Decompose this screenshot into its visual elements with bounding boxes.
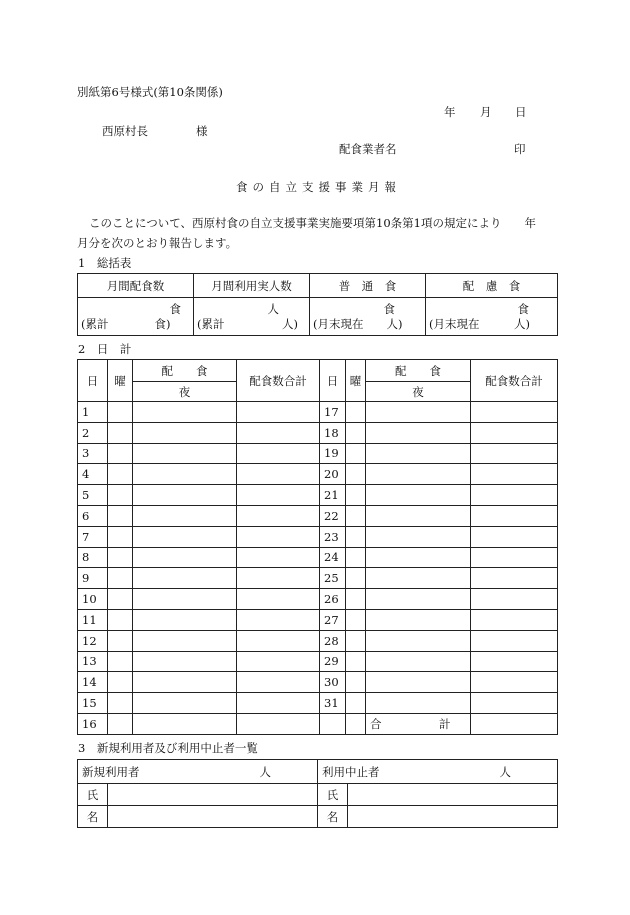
meal-total-cell[interactable] (471, 505, 558, 526)
stopped-user-name-cell[interactable] (348, 784, 558, 806)
weekday-cell[interactable] (108, 672, 133, 693)
meal-total-cell[interactable] (237, 651, 320, 672)
col-day-header: 日 (78, 360, 108, 402)
summary-header: 普 通 食 (310, 274, 426, 298)
evening-meal-cell[interactable] (133, 672, 237, 693)
day-number: 29 (320, 651, 346, 672)
weekday-cell[interactable] (108, 505, 133, 526)
col-meal-header: 配 食 (366, 360, 471, 382)
day-number: 15 (78, 693, 108, 714)
weekday-cell[interactable] (346, 609, 366, 630)
col-evening-header: 夜 (366, 382, 471, 402)
day-number: 23 (320, 526, 346, 547)
weekday-cell[interactable] (346, 422, 366, 443)
weekday-cell[interactable] (108, 713, 133, 734)
day-number: 4 (78, 464, 108, 485)
honorific: 様 (196, 124, 208, 138)
day-number: 6 (78, 505, 108, 526)
weekday-cell[interactable] (108, 422, 133, 443)
day-number: 27 (320, 609, 346, 630)
summary-cell[interactable] (194, 298, 310, 336)
day-number: 9 (78, 568, 108, 589)
day-number: 26 (320, 589, 346, 610)
vendor-label: 配食業者名 (339, 142, 397, 156)
day-number: 2 (78, 422, 108, 443)
weekday-cell[interactable] (108, 485, 133, 506)
new-users-label: 新規利用者 (82, 765, 140, 779)
evening-meal-cell[interactable] (133, 526, 237, 547)
evening-meal-cell[interactable] (366, 589, 471, 610)
meal-total-cell[interactable] (471, 443, 558, 464)
evening-meal-cell[interactable] (133, 505, 237, 526)
day-number: 20 (320, 464, 346, 485)
evening-meal-cell[interactable] (133, 713, 237, 734)
table-row (78, 630, 558, 651)
summary-cell[interactable] (78, 298, 194, 336)
table-row (78, 422, 558, 443)
meal-total-cell[interactable] (237, 630, 320, 651)
users-section-title: 3 新規利用者及び利用中止者一覧 (78, 741, 258, 755)
weekday-cell[interactable] (108, 630, 133, 651)
col-weekday-header: 曜 (346, 360, 366, 402)
evening-meal-cell[interactable] (133, 693, 237, 714)
intro-line-2: 月分を次のとおり報告します。 (77, 236, 238, 250)
evening-meal-cell[interactable] (133, 485, 237, 506)
meal-total-cell[interactable] (237, 568, 320, 589)
meal-total-cell[interactable] (237, 713, 320, 734)
table-row (78, 505, 558, 526)
meal-total-cell[interactable] (471, 464, 558, 485)
evening-meal-cell[interactable] (366, 464, 471, 485)
form-id: 別紙第6号様式(第10条関係) (77, 85, 223, 99)
table-row (78, 651, 558, 672)
new-users-unit: 人 (259, 765, 271, 779)
day-number: 11 (78, 609, 108, 630)
table-row (78, 672, 558, 693)
table-row (78, 485, 558, 506)
meal-total-cell[interactable] (471, 485, 558, 506)
meal-total-cell[interactable] (471, 402, 558, 423)
empty-weekday-cell (346, 713, 366, 734)
evening-meal-cell[interactable] (133, 547, 237, 568)
table-row (78, 402, 558, 423)
name-label: 名 (318, 806, 348, 828)
table-row (78, 609, 558, 630)
summary-cell[interactable] (310, 298, 426, 336)
daily-table (77, 359, 558, 735)
stopped-users-cell[interactable] (318, 760, 558, 784)
day-number: 5 (78, 485, 108, 506)
meal-total-cell[interactable] (471, 589, 558, 610)
meal-total-cell[interactable] (471, 526, 558, 547)
meal-total-cell[interactable] (237, 464, 320, 485)
meal-total-cell[interactable] (471, 422, 558, 443)
meal-total-cell[interactable] (471, 547, 558, 568)
date-day: 日 (515, 105, 527, 119)
weekday-cell[interactable] (108, 568, 133, 589)
evening-meal-cell[interactable] (366, 526, 471, 547)
stopped-users-unit: 人 (499, 765, 511, 779)
day-number: 3 (78, 443, 108, 464)
weekday-cell[interactable] (108, 651, 133, 672)
meal-total-cell[interactable] (471, 609, 558, 630)
weekday-cell[interactable] (346, 589, 366, 610)
evening-meal-cell[interactable] (133, 651, 237, 672)
meal-total-cell[interactable] (237, 443, 320, 464)
meal-total-cell[interactable] (237, 672, 320, 693)
weekday-cell[interactable] (346, 547, 366, 568)
evening-meal-cell[interactable] (133, 568, 237, 589)
summary-section-title: 1 総括表 (78, 256, 132, 270)
day-number: 14 (78, 672, 108, 693)
summary-header: 配 慮 食 (426, 274, 558, 298)
grand-total-label: 合 計 (366, 713, 471, 734)
weekday-cell[interactable] (108, 609, 133, 630)
summary-header: 月間配食数 (78, 274, 194, 298)
day-number: 10 (78, 589, 108, 610)
meal-total-cell[interactable] (237, 693, 320, 714)
day-number: 7 (78, 526, 108, 547)
table-row (78, 589, 558, 610)
grand-total-cell[interactable] (471, 713, 558, 734)
day-number: 31 (320, 693, 346, 714)
table-row (78, 464, 558, 485)
weekday-cell[interactable] (346, 464, 366, 485)
weekday-cell[interactable] (346, 526, 366, 547)
weekday-cell[interactable] (346, 630, 366, 651)
addressee: 西原村長 (102, 124, 148, 138)
evening-meal-cell[interactable] (366, 693, 471, 714)
date-year: 年 (444, 105, 456, 119)
weekday-cell[interactable] (108, 464, 133, 485)
table-row (78, 568, 558, 589)
weekday-cell[interactable] (346, 651, 366, 672)
meal-total-cell[interactable] (237, 609, 320, 630)
evening-meal-cell[interactable] (366, 568, 471, 589)
table-row (78, 693, 558, 714)
seal-mark: 印 (514, 142, 526, 156)
weekday-cell[interactable] (108, 526, 133, 547)
weekday-cell[interactable] (346, 485, 366, 506)
weekday-cell[interactable] (108, 402, 133, 423)
evening-meal-cell[interactable] (133, 464, 237, 485)
day-number: 12 (78, 630, 108, 651)
summary-cumulative: (月末現在 人) (429, 317, 530, 331)
summary-table (77, 273, 558, 336)
meal-total-cell[interactable] (471, 630, 558, 651)
summary-unit: 食 (169, 302, 181, 316)
weekday-cell[interactable] (108, 693, 133, 714)
day-number: 30 (320, 672, 346, 693)
stopped-users-label: 利用中止者 (322, 765, 380, 779)
day-number: 24 (320, 547, 346, 568)
daily-section-title: 2 日 計 (78, 342, 132, 356)
evening-meal-cell[interactable] (366, 443, 471, 464)
meal-total-cell[interactable] (471, 568, 558, 589)
evening-meal-cell[interactable] (366, 630, 471, 651)
weekday-cell[interactable] (346, 568, 366, 589)
evening-meal-cell[interactable] (133, 609, 237, 630)
meal-total-cell[interactable] (237, 547, 320, 568)
name-label: 氏 (318, 784, 348, 806)
evening-meal-cell[interactable] (366, 547, 471, 568)
meal-total-cell[interactable] (237, 485, 320, 506)
page-title: 食の自立支援事業月報 (236, 180, 401, 194)
weekday-cell[interactable] (108, 443, 133, 464)
col-meal-header: 配 食 (133, 360, 237, 382)
new-users-cell[interactable] (78, 760, 318, 784)
weekday-cell[interactable] (346, 672, 366, 693)
meal-total-cell[interactable] (237, 505, 320, 526)
new-user-name-cell[interactable] (108, 784, 318, 806)
evening-meal-cell[interactable] (366, 651, 471, 672)
evening-meal-cell[interactable] (366, 485, 471, 506)
summary-unit: 食 (383, 302, 395, 316)
stopped-user-name-cell[interactable] (348, 806, 558, 828)
evening-meal-cell[interactable] (133, 589, 237, 610)
weekday-cell[interactable] (108, 589, 133, 610)
col-total-header: 配食数合計 (471, 360, 558, 402)
meal-total-cell[interactable] (237, 422, 320, 443)
evening-meal-cell[interactable] (133, 422, 237, 443)
weekday-cell[interactable] (346, 443, 366, 464)
meal-total-cell[interactable] (471, 651, 558, 672)
meal-total-cell[interactable] (237, 402, 320, 423)
col-day-header: 日 (320, 360, 346, 402)
day-number: 28 (320, 630, 346, 651)
summary-cumulative: (累計 人) (197, 317, 298, 331)
evening-meal-cell[interactable] (366, 672, 471, 693)
table-row (78, 443, 558, 464)
empty-day-cell (320, 713, 346, 734)
meal-total-cell[interactable] (471, 693, 558, 714)
evening-meal-cell[interactable] (133, 630, 237, 651)
evening-meal-cell[interactable] (366, 402, 471, 423)
intro-line-1: このことについて、西原村食の自立支援事業実施要項第10条第1項の規定により 年 (89, 216, 536, 230)
day-number: 25 (320, 568, 346, 589)
summary-cumulative: (月末現在 人) (313, 317, 403, 331)
col-weekday-header: 曜 (108, 360, 133, 402)
day-number: 21 (320, 485, 346, 506)
day-number: 16 (78, 713, 108, 734)
summary-header: 月間利用実人数 (194, 274, 310, 298)
meal-total-cell[interactable] (237, 526, 320, 547)
day-number: 17 (320, 402, 346, 423)
day-number: 19 (320, 443, 346, 464)
meal-total-cell[interactable] (237, 589, 320, 610)
summary-cumulative: (累計 食) (81, 317, 171, 331)
table-row (78, 713, 558, 734)
day-number: 1 (78, 402, 108, 423)
summary-cell[interactable] (426, 298, 558, 336)
day-number: 13 (78, 651, 108, 672)
summary-unit: 人 (267, 302, 279, 316)
evening-meal-cell[interactable] (366, 505, 471, 526)
evening-meal-cell[interactable] (366, 609, 471, 630)
day-number: 18 (320, 422, 346, 443)
day-number: 22 (320, 505, 346, 526)
meal-total-cell[interactable] (471, 672, 558, 693)
evening-meal-cell[interactable] (366, 422, 471, 443)
col-evening-header: 夜 (133, 382, 237, 402)
name-label: 氏 (78, 784, 108, 806)
table-row (78, 547, 558, 568)
weekday-cell[interactable] (346, 693, 366, 714)
name-label: 名 (78, 806, 108, 828)
col-total-header: 配食数合計 (237, 360, 320, 402)
table-row (78, 526, 558, 547)
date-month: 月 (480, 105, 492, 119)
weekday-cell[interactable] (346, 402, 366, 423)
evening-meal-cell[interactable] (133, 443, 237, 464)
summary-unit: 食 (517, 302, 529, 316)
users-table (77, 759, 558, 828)
weekday-cell[interactable] (346, 505, 366, 526)
new-user-name-cell[interactable] (108, 806, 318, 828)
weekday-cell[interactable] (108, 547, 133, 568)
day-number: 8 (78, 547, 108, 568)
evening-meal-cell[interactable] (133, 402, 237, 423)
